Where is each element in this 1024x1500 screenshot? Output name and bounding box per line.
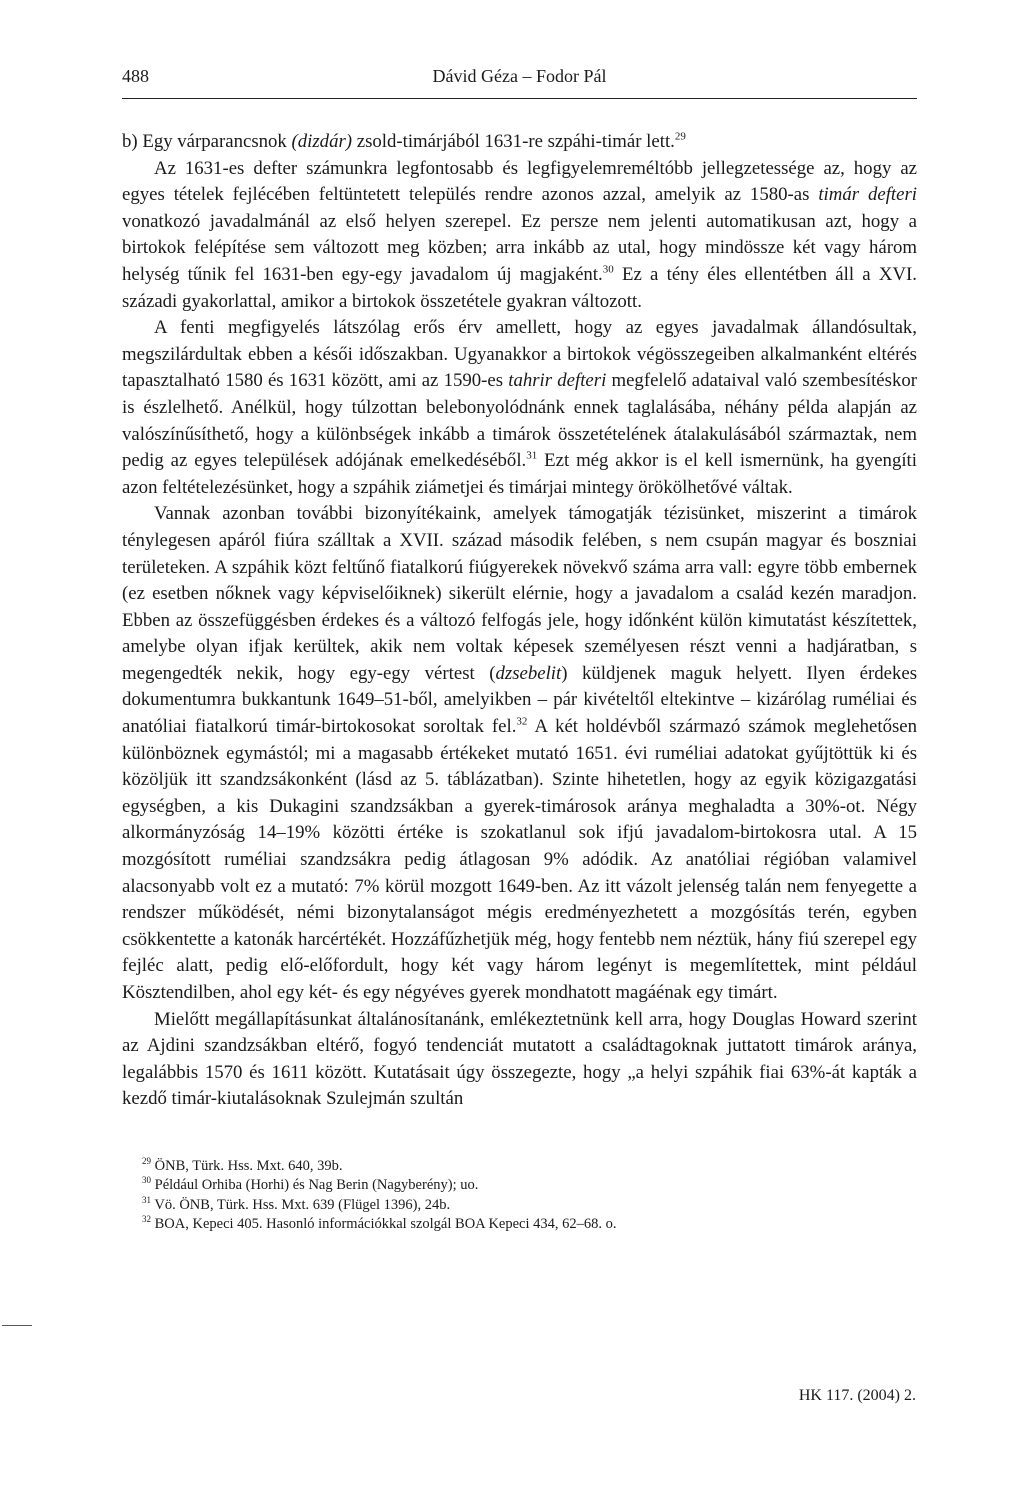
footnote-text: Vö. ÖNB, Türk. Hss. Mxt. 639 (Flügel 1396), 24b. <box>151 1196 451 1213</box>
header-rule <box>122 98 917 99</box>
text-run: megfelelő adataival való szembesítéskor is észlelhető. Anélkül, hogy túlzottan belebonyolódnánk ennek taglalásába, néhány példa alapján az valószínűsíthető, hogy a különbségek inkább a timárok összetételének átalakulásából származtak, nem pedig az egyes települések adójának emelkedéséből. <box>122 370 917 472</box>
text-run: Ez a tény éles ellentétben áll a XVI. századi gyakorlattal, amikor a birtokok összetétele gyakran változott. <box>122 263 917 312</box>
paragraph-5: Mielőtt megállapításunkat általánosítanánk, emlékeztetnünk kell arra, hogy Douglas Howard szerint az Ajdini szandzsákban eltérő, fogyó tendenciát mutatott a családtagoknak juttatott timárok aránya, legalábbis 1570 és 1611 között. Kutatásait úgy összegezte, hogy „a helyi szpáhik fiai 63%-át kapták a kezdő timár-kiutalásoknak Szulejmán szultán <box>122 1008 917 1110</box>
footnote-ref-30[interactable]: 30 <box>602 263 614 276</box>
paragraph-3 <box>122 315 917 501</box>
italic-term: dzsebelit <box>495 662 562 684</box>
footnote-30 <box>142 1176 917 1196</box>
text-run: ) küldjenek maguk helyett. Ilyen érdekes dokumentumra bukkantunk 1649–51-ből, amelyikben – pár kivételtől eltekintve – kizárólag ruméliai és anatóliai fiatalkorú timár-birtokosokat soroltak fel. <box>122 662 917 738</box>
footnote-number: 29 <box>142 1156 151 1167</box>
footnote-31 <box>142 1196 917 1216</box>
footnote-ref-31[interactable]: 31 <box>526 449 538 462</box>
footnote-32 <box>142 1215 917 1235</box>
italic-term: timár defteri <box>818 184 918 206</box>
footnote-29 <box>142 1157 917 1177</box>
paragraph-1 <box>122 129 917 156</box>
footnote-text: Például Orhiba (Horhi) és Nag Berin (Nagyberény); uo. <box>151 1177 479 1194</box>
text-run: b) Egy várparancsnok <box>122 131 292 152</box>
text-run: A fenti megfigyelés látszólag erős érv amellett, hogy az egyes javadalmak állandósultak, megszilárdultak ebben a késői időszakban. Ugyanakkor a birtokok végösszegeiben alkalmanként eltérés tapasztalható 1580 és 1631 között, ami az 1590-es <box>122 317 917 392</box>
margin-scan-mark <box>2 1325 32 1326</box>
page-number: 488 <box>122 66 149 86</box>
footnote-number: 32 <box>142 1214 151 1225</box>
paragraph-4 <box>122 501 917 1006</box>
text-run: vonatkozó javadalmánál az első helyen szerepel. Ez persze nem jelenti automatikusan azt, hogy a birtokok felépítése sem változott meg közben; arra inkább az utal, hogy mindössze két vagy három helység tűnik fel 1631-ben egy-egy javadalom új magjaként. <box>122 210 917 285</box>
footnote-number: 31 <box>142 1195 151 1206</box>
italic-term: (dizdár) <box>291 131 353 152</box>
italic-term: tahrir defteri <box>508 370 607 392</box>
body-text <box>122 129 917 1113</box>
text-run: zsold-timárjából 1631-re szpáhi-timár lett. <box>352 131 675 152</box>
footnote-text: ÖNB, Türk. Hss. Mxt. 640, 39b. <box>151 1157 343 1174</box>
header-authors: Dávid Géza – Fodor Pál <box>432 66 607 86</box>
paragraph-2 <box>122 156 917 316</box>
page-content <box>122 58 917 1235</box>
text-run: Az 1631-es defter számunkra legfontosabb és legfigyelemreméltóbb jellegzetessége az, hogy az egyes tételek fejlécében feltüntetett település rendre azonos azzal, amelyik az 1580-as <box>122 157 917 206</box>
footnote-number: 30 <box>142 1175 151 1186</box>
footnotes <box>122 1157 917 1235</box>
footnote-text: BOA, Kepeci 405. Hasonló információkkal szolgál BOA Kepeci 434, 62–68. o. <box>151 1216 617 1233</box>
text-run: Vannak azonban további bizonyítékaink, amelyek támogatják tézisünket, miszerint a timárok ténylegesen apáról fiúra szálltak a XVII. század második felében, s nem csupán magyar és boszniai területeken. A szpáhik közt feltűnő fiatalkorú fiúgyerekek növekvő száma arra vall: egyre több embernek (ez esetben nőknek vagy képviselőiknek) sikerült elérnie, hogy a javadalom a család kezén maradjon. Ebben az összefüggésben érdekes és a változó felfogás jele, hogy időnként külön kimutatást készítettek, amelybe olyan ifjak kerültek, akik nem voltak képesek személyesen részt venni a hadjáratban, s megengedték nekik, hogy egy-egy vértest ( <box>122 503 917 684</box>
journal-reference: HK 117. (2004) 2. <box>798 1387 916 1404</box>
text-run: Ezt még akkor is el kell ismernünk, ha gyengíti azon feltételezésünket, hogy a szpáhik ziámetjei és timárjai mintegy örökölhetővé váltak. <box>122 450 917 498</box>
text-run: A két holdévből származó számok meglehetősen különböznek egymástól; mi a magasabb értékeket mutató 1651. évi ruméliai adatokat gyűjtöttük ki és közöljük itt szandzsákonként (lásd az 5. táblázatban). Szinte hihetetlen, hogy az egyik közigazgatási egységben, a kis Dukagini szandzsákban a gyerek-timárosok aránya meghaladta a 30%-ot. Négy alkormányzóság 14–19% közötti értéke is szokatlanul sok ifjú javadalom-birtokosra utal. A 15 mozgósított ruméliai szandzsákra pedig átlagosan 9% adódik. Az anatóliai régióban valamivel alacsonyabb volt ez a mutató: 7% körül mozgott 1649-ben. Az itt vázolt jelenség talán nem fenyegette a rendszer működését, némi bizonytalanságot mégis eredményezhetett a mozgósítás terén, egyben csökkentette a katonák harcértékét. Hozzáfűzhetjük még, hogy fentebb nem néztük, hány fiú szerepel egy fejléc alatt, pedig elő-előfordult, hogy két vagy három legényt is megemlítettek, mint például Kösztendilben, ahol egy két- és egy négyéves gyerek mondhatott magáénak egy timárt. <box>122 716 917 1003</box>
footnote-ref-32[interactable]: 32 <box>516 715 528 728</box>
footnote-ref-29[interactable]: 29 <box>674 130 686 143</box>
running-head <box>122 58 917 94</box>
